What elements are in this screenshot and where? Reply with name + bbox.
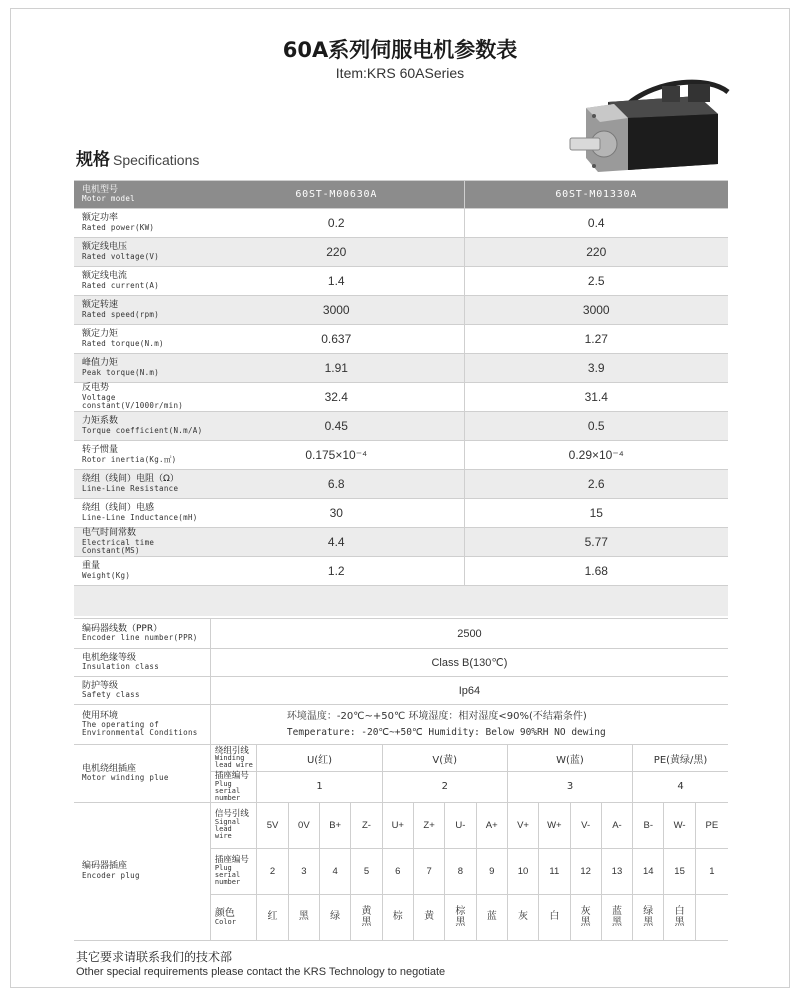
wire-color-text: 红 (267, 911, 278, 923)
spec-label: 绕组（线间）电感 Line-Line Inductance(mH) (74, 499, 209, 528)
winding-lead-w: W(蓝) (507, 745, 632, 772)
wire-color-text: 蓝 (611, 905, 622, 917)
wire-color-text: 黑 (298, 911, 309, 923)
spacer-row (74, 586, 728, 616)
encoder-color-cell (570, 894, 601, 940)
spec-value-model-2: 2.5 (464, 267, 728, 296)
encoder-color-cell (382, 894, 413, 940)
encoder-signal-cell: 0V (288, 802, 319, 848)
spec-value-model-1: 220 (209, 238, 464, 267)
spec-value-model-1: 30 (209, 499, 464, 528)
spec-label: 额定力矩 Rated torque(N.m) (74, 325, 209, 354)
encoder-signal-cell: B+ (320, 802, 351, 848)
spec-value-model-1: 4.4 (209, 528, 464, 557)
winding-plug-label: 电机绕组插座 Motor winding plue (74, 745, 210, 803)
spec-value-model-1: 1.91 (209, 354, 464, 383)
wire-color-text: 黄 (361, 905, 372, 917)
spacer-cell (74, 586, 728, 616)
spec-value-model-1: 0.45 (209, 412, 464, 441)
wire-color-text: 棕 (455, 905, 466, 917)
insulation-row (74, 649, 728, 677)
encoder-color-cell (257, 894, 288, 940)
table-header-row (74, 181, 728, 209)
spec-value-model-2: 5.77 (464, 528, 728, 557)
wire-color-text: 白 (549, 911, 560, 923)
wire-color-text: 灰 (518, 911, 529, 923)
page-subtitle: Item:KRS 60ASeries (335, 65, 465, 81)
encoder-number-cell: 3 (288, 848, 319, 894)
environment-row (74, 705, 728, 745)
model-name-2: 60ST-M01330A (464, 181, 728, 209)
wire-color-text: 黑 (674, 917, 685, 928)
spec-row (74, 383, 728, 412)
spec-value-model-2: 2.6 (464, 470, 728, 499)
wire-color-text: 绿 (330, 911, 341, 923)
environment-value: 环境温度：-20℃~+50℃ 环境湿度：相对湿度<90%(不结霜条件) Temperature: -20℃~+50℃ Humidity: Below 90%RH NO dewing (210, 705, 728, 745)
wire-color-text: 黑 (643, 917, 654, 928)
spec-value-model-1: 6.8 (209, 470, 464, 499)
winding-lead-u: U(红) (257, 745, 382, 772)
general-specs-table (74, 618, 728, 941)
specifications-table (74, 180, 728, 616)
spec-value-model-2: 0.5 (464, 412, 728, 441)
footer-note-cn: 其它要求请联系我们的技术部 (76, 950, 233, 964)
encoder-color-cell (320, 894, 351, 940)
encoder-color-cell (288, 894, 319, 940)
encoder-number-cell: 12 (570, 848, 601, 894)
encoder-signal-cell: 5V (257, 802, 288, 848)
spec-value-model-1: 0.2 (209, 209, 464, 238)
encoder-number-cell: 8 (445, 848, 476, 894)
spec-value-model-2: 1.27 (464, 325, 728, 354)
environment-label: 使用环境 The operating of Environmental Conditions (74, 705, 210, 745)
spec-row (74, 441, 728, 470)
encoder-signal-cell: W+ (539, 802, 570, 848)
encoder-number-cell: 10 (507, 848, 538, 894)
encoder-signal-cell: Z- (351, 802, 382, 848)
model-name-1: 60ST-M00630A (209, 181, 464, 209)
safety-value: Ip64 (210, 677, 728, 705)
encoder-signal-cell: PE (695, 802, 728, 848)
color-label: 颜色 Color (210, 894, 256, 940)
spec-label: 峰值力矩 Peak torque(N.m) (74, 354, 209, 383)
encoder-signal-cell: V- (570, 802, 601, 848)
encoder-lines-row (74, 619, 728, 649)
safety-label: 防护等级 Safety class (74, 677, 210, 705)
encoder-signal-cell: V+ (507, 802, 538, 848)
encoder-number-cell: 13 (601, 848, 632, 894)
encoder-number-cell: 5 (351, 848, 382, 894)
encoder-color-cell (351, 894, 382, 940)
encoder-color-cell (445, 894, 476, 940)
winding-plug-4: 4 (633, 772, 728, 803)
spec-value-model-1: 0.637 (209, 325, 464, 354)
encoder-signal-cell: A- (601, 802, 632, 848)
winding-lead-v: V(黄) (382, 745, 507, 772)
encoder-number-cell: 1 (695, 848, 728, 894)
encoder-number-cell: 6 (382, 848, 413, 894)
encoder-color-cell (664, 894, 695, 940)
spec-value-model-1: 0.175×10⁻⁴ (209, 441, 464, 470)
spec-value-model-2: 3.9 (464, 354, 728, 383)
wire-color-text: 黄 (424, 911, 435, 923)
encoder-signal-cell: W- (664, 802, 695, 848)
footer-note-en: Other special requirements please contact the KRS Technology to negotiate (76, 966, 446, 978)
spec-label: 额定线电流 Rated current(A) (74, 267, 209, 296)
spec-value-model-1: 1.2 (209, 557, 464, 586)
spec-label: 力矩系数 Torque coefficient(N.m/A) (74, 412, 209, 441)
spec-row (74, 296, 728, 325)
spec-label: 额定转速 Rated speed(rpm) (74, 296, 209, 325)
spec-row (74, 412, 728, 441)
winding-plug-number-label: 插座编号 Plug serial number (210, 772, 256, 803)
insulation-value: Class B(130℃) (210, 649, 728, 677)
spec-value-model-1: 3000 (209, 296, 464, 325)
spec-value-model-1: 32.4 (209, 383, 464, 412)
encoder-signal-cell: Z+ (413, 802, 444, 848)
spec-value-model-2: 0.4 (464, 209, 728, 238)
spec-row (74, 528, 728, 557)
encoder-color-cell (695, 894, 728, 940)
spec-row (74, 470, 728, 499)
encoder-number-cell: 14 (633, 848, 664, 894)
spec-row (74, 499, 728, 528)
winding-plug-1: 1 (257, 772, 382, 803)
encoder-color-cell (601, 894, 632, 940)
wire-color-text: 蓝 (486, 911, 497, 923)
wire-color-text: 灰 (580, 905, 591, 917)
wire-color-text: 黑 (455, 917, 466, 928)
winding-lead-row (74, 745, 728, 772)
spec-row (74, 209, 728, 238)
spec-value-model-2: 15 (464, 499, 728, 528)
spec-value-model-1: 1.4 (209, 267, 464, 296)
spec-value-model-2: 0.29×10⁻⁴ (464, 441, 728, 470)
winding-plug-2: 2 (382, 772, 507, 803)
encoder-color-cell (539, 894, 570, 940)
encoder-lines-value: 2500 (210, 619, 728, 649)
encoder-number-cell: 2 (257, 848, 288, 894)
encoder-number-cell: 9 (476, 848, 507, 894)
page-title: 60A系列伺服电机参数表 (282, 38, 518, 62)
encoder-signal-cell: U- (445, 802, 476, 848)
encoder-number-cell: 4 (320, 848, 351, 894)
spec-row (74, 557, 728, 586)
insulation-label: 电机绝缘等级 Insulation class (74, 649, 210, 677)
spec-label: 额定线电压 Rated voltage(V) (74, 238, 209, 267)
wire-color-text: 绿 (643, 905, 654, 917)
safety-row (74, 677, 728, 705)
winding-lead-label: 绕组引线 Winding lead wire (210, 745, 256, 772)
specifications-heading: 规格 Specifications (76, 150, 200, 170)
spec-value-model-2: 1.68 (464, 557, 728, 586)
spec-value-model-2: 3000 (464, 296, 728, 325)
encoder-number-cell: 15 (664, 848, 695, 894)
encoder-plug-label: 编码器插座 Encoder plug (74, 802, 210, 940)
spec-row (74, 354, 728, 383)
spec-row (74, 238, 728, 267)
encoder-color-cell (507, 894, 538, 940)
encoder-signal-cell: U+ (382, 802, 413, 848)
spec-label: 重量 Weight(Kg) (74, 557, 209, 586)
wire-color-text: 白 (674, 905, 685, 917)
encoder-color-cell (633, 894, 664, 940)
spec-label: 反电势 Voltage constant(V/1000r/min) (74, 383, 209, 412)
spec-label: 绕组（线间）电阻（Ω） Line-Line Resistance (74, 470, 209, 499)
encoder-number-cell: 7 (413, 848, 444, 894)
encoder-number-cell: 11 (539, 848, 570, 894)
spec-row (74, 325, 728, 354)
winding-lead-pe: PE(黄绿/黑) (633, 745, 728, 772)
spec-value-model-2: 220 (464, 238, 728, 267)
encoder-signal-cell: B- (633, 802, 664, 848)
servo-motor-image (568, 74, 743, 174)
wire-color-text: 棕 (392, 911, 403, 923)
spec-row (74, 267, 728, 296)
spec-label: 转子惯量 Rotor inertia(Kg.㎡) (74, 441, 209, 470)
model-label-cell: 电机型号 Motor model (74, 181, 209, 209)
wire-color-text: 黑 (611, 917, 622, 928)
spec-value-model-2: 31.4 (464, 383, 728, 412)
wire-color-text: 黑 (580, 917, 591, 928)
spec-label: 额定功率 Rated power(KW) (74, 209, 209, 238)
wire-color-text: 黑 (361, 917, 372, 928)
encoder-signal-row (74, 802, 728, 848)
spec-label: 电气时间常数 Electrical time Constant(MS) (74, 528, 209, 557)
encoder-color-cell (413, 894, 444, 940)
encoder-plug-number-label: 插座编号 Plug serial number (210, 848, 256, 894)
encoder-color-cell (476, 894, 507, 940)
encoder-signal-cell: A+ (476, 802, 507, 848)
signal-lead-label: 信号引线 Signal lead wire (210, 802, 256, 848)
winding-plug-3: 3 (507, 772, 632, 803)
encoder-lines-label: 编码器线数（PPR） Encoder line number(PPR) (74, 619, 210, 649)
